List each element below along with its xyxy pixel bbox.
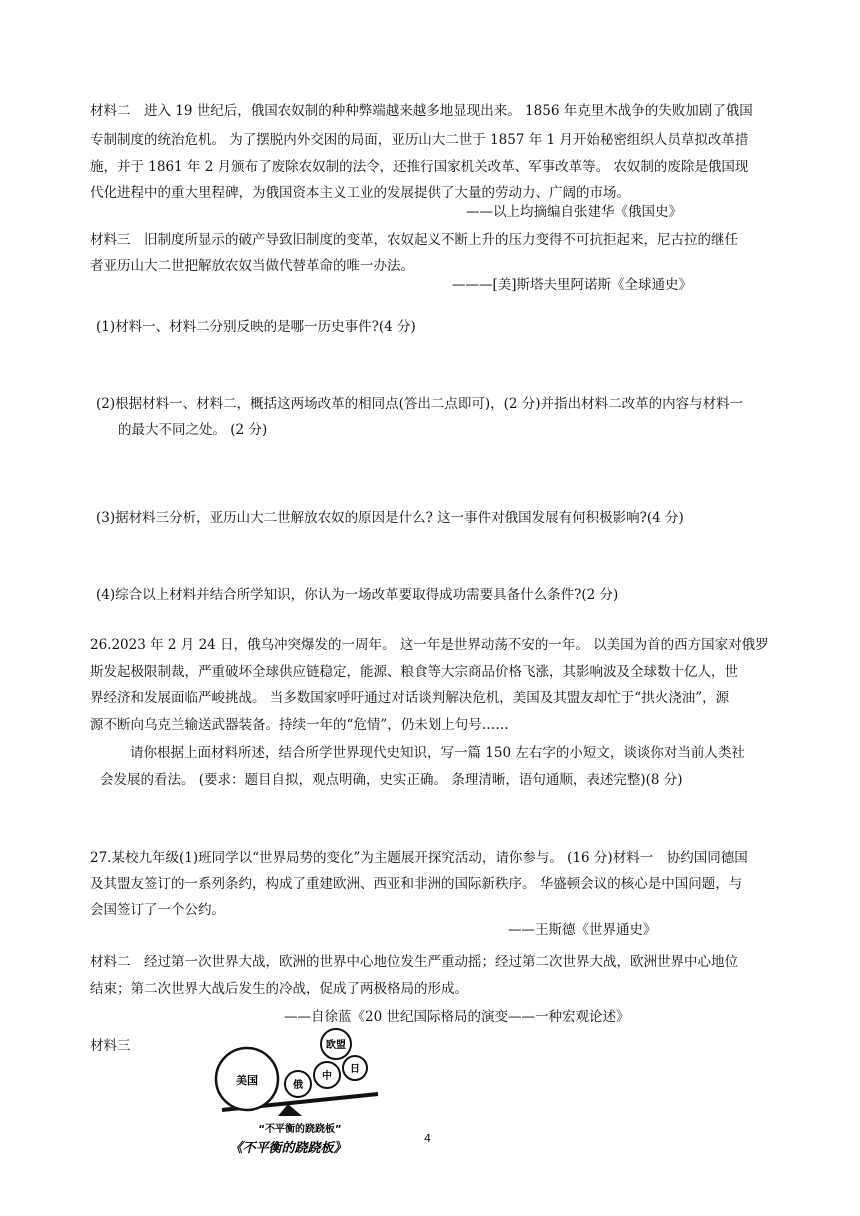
q27-m3-label: 材料三 xyxy=(90,1038,131,1054)
m3-source: ———[美]斯塔夫里阿诺斯《全球通史》 xyxy=(452,277,693,293)
m3-line-2: 者亚历山大二世把解放农奴当做代替革命的唯一办法。 xyxy=(90,258,414,274)
seesaw-cartoon xyxy=(210,1028,390,1156)
cartoon-title: 《不平衡的跷跷板》 xyxy=(229,1141,347,1156)
q27-m2-line-1: 材料二 经过第一次世界大战，欧洲的世界中心地位发生严重动摇；经过第二次世界大战，欧洲世界中心地位 xyxy=(90,954,738,970)
m2-line-2: 专制制度的统治危机。 为了摆脱内外交困的局面，亚历山大二世于 1857 年 1 月开始秘密组织人员草拟改革措 xyxy=(90,132,749,148)
q27-line-2: 及其盟友签订的一系列条约，构成了重建欧洲、西亚和非洲的国际新秩序。 华盛顿会议的核心是中国问题，与 xyxy=(90,876,743,892)
m2-line-3: 施，并于 1861 年 2 月颁布了废除农奴制的法令，还推行国家机关改革、军事改革等。 农奴制的废除是俄国现 xyxy=(90,159,749,175)
q25-sub-2-line-2: 的最大不同之处。 (2 分) xyxy=(118,422,268,438)
q27-m1-source: ——王斯德《世界通史》 xyxy=(508,922,657,938)
q26-line-2: 斯发起极限制裁，严重破坏全球供应链稳定，能源、粮食等大宗商品价格飞涨，其影响波及全球数十亿人，世 xyxy=(90,664,738,680)
q26-line-4: 源不断向乌克兰输送武器装备。持续一年的“危情”，仍未划上句号…… xyxy=(90,717,509,733)
label-china: 中 xyxy=(322,1071,332,1082)
q25-sub-4: (4)综合以上材料并结合所学知识，你认为一场改革要取得成功需要具备什么条件?(2 分) xyxy=(96,587,619,603)
label-russia: 俄 xyxy=(293,1080,303,1091)
q25-sub-3: (3)据材料三分析，亚历山大二世解放农奴的原因是什么? 这一事件对俄国发展有何积极影响?(4 分) xyxy=(96,510,684,526)
label-japan: 日 xyxy=(350,1064,360,1075)
q26-line-1: 26.2023 年 2 月 24 日，俄乌冲突爆发的一周年。 这一年是世界动荡不安的一年。 以美国为首的西方国家对俄罗 xyxy=(90,637,769,653)
page-number: 4 xyxy=(424,1132,431,1145)
q25-sub-1: (1)材料一、材料二分别反映的是哪一历史事件?(4 分) xyxy=(96,319,416,335)
label-usa: 美国 xyxy=(236,1074,258,1087)
q27-line-1: 27.某校九年级(1)班同学以“世界局势的变化”为主题展开探究活动，请你参与。 (16 分)材料一 协约国同德国 xyxy=(90,850,748,866)
cartoon-inner-caption: “不平衡的跷跷板” xyxy=(258,1124,342,1135)
m2-line-1: 材料二 进入 19 世纪后，俄国农奴制的种种弊端越来越多地显现出来。 1856 年克里木战争的失败加剧了俄国 xyxy=(90,103,753,119)
m3-line-1: 材料三 旧制度所显示的破产导致旧制度的变革，农奴起义不断上升的压力变得不可抗拒起来，尼古拉的继任 xyxy=(90,232,738,248)
q26-line-3: 界经济和发展面临严峻挑战。 当多数国家呼吁通过对话谈判解决危机，美国及其盟友却忙于“拱火浇油”，源 xyxy=(90,690,730,706)
q27-m2-line-2: 结束；第二次世界大战后发生的冷战，促成了两极格局的形成。 xyxy=(90,981,468,997)
m2-source: ——以上均摘编自张建华《俄国史》 xyxy=(466,204,682,220)
q26-line-5: 请你根据上面材料所述，结合所学世界现代史知识，写一篇 150 左右字的小短文，谈谈你对当前人类社 xyxy=(130,745,745,761)
q25-sub-2-line-1: (2)根据材料一、材料二，概括这两场改革的相同点(答出二点即可)，(2 分)并指出材料二改革的内容与材料一 xyxy=(96,396,744,412)
q27-m2-source: ——自徐蓝《20 世纪国际格局的演变——一种宏观论述》 xyxy=(284,1009,630,1025)
q26-line-6: 会发展的看法。 (要求：题目自拟，观点明确，史实正确。 条理清晰，语句通顺，表述完整)(8 分) xyxy=(100,772,683,788)
q27-line-3: 会国签订了一个公约。 xyxy=(90,902,225,918)
label-eu: 欧盟 xyxy=(326,1040,346,1051)
m2-line-4: 代化进程中的重大里程碑，为俄国资本主义工业的发展提供了大量的劳动力、广阔的市场。 xyxy=(90,185,630,201)
